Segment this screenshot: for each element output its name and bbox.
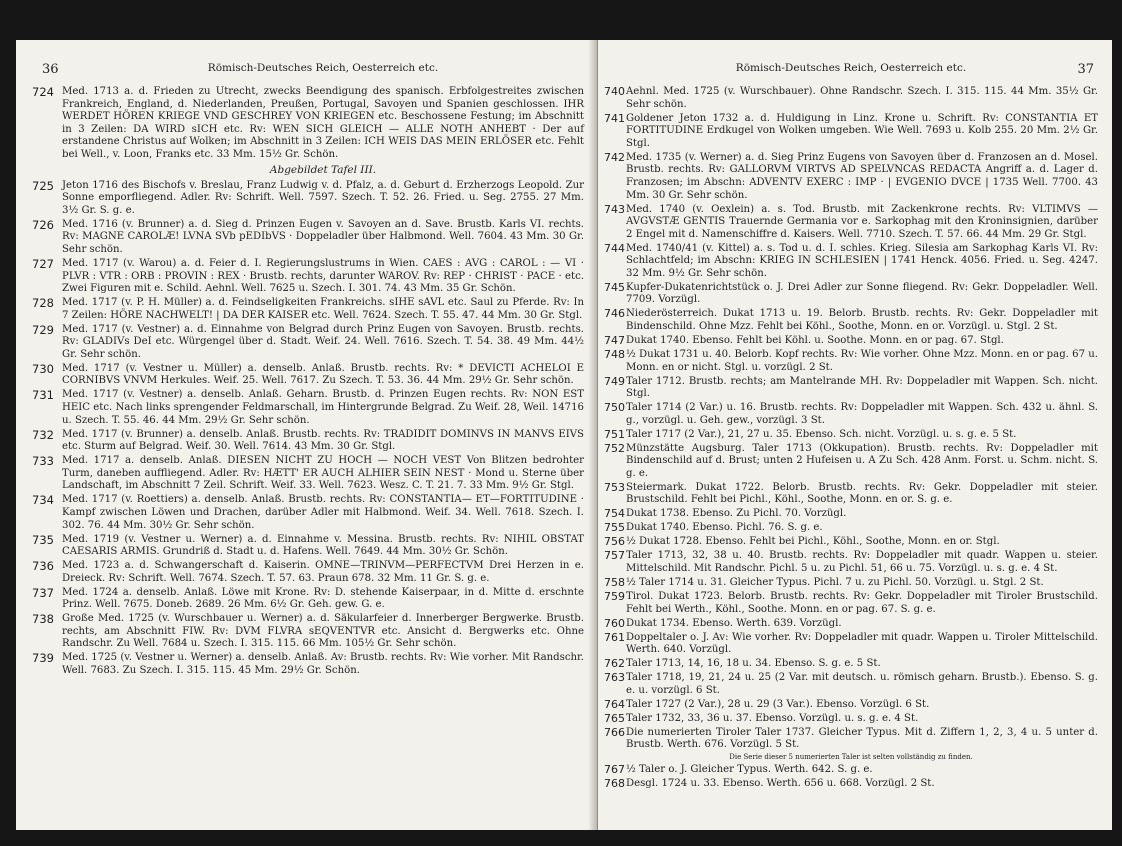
catalog-entry: [604, 536, 1098, 549]
lot-description: ½ Dukat 1728. Ebenso. Fehlt bei Pichl., Köhl., Soothe, Monn. en or. Stgl.: [626, 536, 1000, 548]
lot-description: Med. 1717 (v. Roettiers) a. denselb. Anlaß. Brustb. rechts. Rv: CONSTANTIA— ET—FORTITUDINE · Kampf zwischen Löwen und Drachen, darüber Adler mit Halbmond. Weif. 34. Well. 7618. Szech. I. 302. 76. 44 Mm. 30½ Gr. Sehr schön.: [62, 494, 584, 531]
lot-number: 752: [604, 441, 625, 455]
lot-number: 745: [604, 280, 625, 294]
lot-number: 751: [604, 427, 625, 441]
catalog-entry: [604, 632, 1098, 657]
lot-number: 743: [604, 202, 625, 216]
catalog-entry: [32, 256, 584, 296]
lot-number: 750: [604, 401, 625, 415]
lot-number: 757: [604, 549, 625, 563]
lot-number: 755: [604, 521, 625, 535]
lot-number: 749: [604, 374, 625, 388]
lot-number: 734: [32, 493, 54, 508]
lot-description: Med. 1723 a. d. Schwangerschaft d. Kaiserin. OMNE—TRINVM—PERFECTVM Drei Herzen in e. Dreieck. Rv: Schrift. Well. 7674. Szech. T. 57. 63. Praun 678. 32 Mm. 11 Gr. S. g. e.: [62, 560, 584, 584]
lot-description: Niederösterreich. Dukat 1713 u. 19. Belorb. Brustb. rechts. Rv: Gekr. Doppeladler mit Bindenschild. Ohne Mzz. Fehlt bei Köhl., Soothe, Monn. en or. Vorzügl. u. Stgl. 2 St.: [626, 308, 1098, 333]
lot-description: Dukat 1740. Ebenso. Pichl. 76. S. g. e.: [626, 522, 823, 534]
lot-number: 762: [604, 657, 625, 671]
lot-description: Taler 1713, 14, 16, 18 u. 34. Ebenso. S. g. e. 5 St.: [626, 658, 881, 670]
catalog-entry: [32, 454, 584, 493]
lot-description: Med. 1717 (v. Brunner) a. denselb. Anlaß. Brustb. rechts. Rv: TRADIDIT DOMINVS IN MANVS EIVS etc. Sturm auf Belgrad. Weif. 30. Well. 7614. 43 Mm. 30 Gr. Stgl.: [62, 428, 584, 453]
lot-number: 764: [604, 697, 625, 711]
lot-number: 746: [604, 307, 625, 321]
lot-number: 768: [604, 777, 625, 791]
lot-description: Dukat 1734. Ebenso. Werth. 639. Vorzügl.: [626, 617, 842, 629]
catalog-entry: [604, 429, 1098, 442]
right-page-number: 37: [1077, 62, 1094, 77]
lot-number: 725: [32, 178, 54, 193]
lot-number: 741: [604, 111, 625, 125]
lot-description: Münzstätte Augsburg. Taler 1713 (Okkupation). Brustb. rechts. Rv: Doppeladler mit Bindenschild auf d. Brust; unten 2 Hufeisen u. A Zu Sch. 428 Anm. Forst. u. Schm. nicht. S. g. e.: [626, 442, 1098, 479]
lot-description: Med. 1724 a. denselb. Anlaß. Löwe mit Krone. Rv: D. stehende Kaiserpaar, in d. Mitte d. erschnte Prinz. Well. 7675. Doneb. 2689. 26 Mm. 6½ Gr. Geh. gew. G. e.: [62, 586, 584, 611]
catalog-entry: [604, 243, 1098, 281]
lot-number: 761: [604, 630, 625, 644]
lot-number: 727: [32, 256, 54, 271]
right-catalog-entries: [604, 86, 1098, 791]
lot-number: 763: [604, 671, 625, 685]
lot-description: Doppeltaler o. J. Av: Wie vorher. Rv: Doppeladler mit quadr. Wappen u. Tiroler Mittelschild. Werth. 640. Vorzügl.: [626, 631, 1098, 656]
lot-number: 732: [32, 427, 54, 442]
catalog-entry: [604, 204, 1098, 242]
catalog-entry: [604, 402, 1098, 427]
lot-number: 733: [32, 454, 54, 469]
catalog-entry: [32, 85, 584, 162]
right-running-head: [604, 62, 1098, 80]
lot-number: 731: [32, 388, 54, 403]
lot-description: Med. 1740 (v. Oexlein) a. s. Tod. Brustb. mit Zackenkrone rechts. Rv: VLTIMVS — AVGVSTÆ GENTIS Trauernde Germania vor e. Sarkophag mit den Kroninsignien, darüber 2 Engel mit d. Namenschiffre d. Kaisers. Well. 7710. Szech. T. 57. 66. 44 Mm. 29 Gr. Stgl.: [626, 203, 1098, 240]
catalog-entry: [604, 308, 1098, 333]
left-header-title: Römisch-Deutsches Reich, Oesterreich etc.: [207, 62, 439, 74]
lot-description: Aehnl. Med. 1725 (v. Wurschbauer). Ohne Randschr. Szech. I. 315. 115. 44 Mm. 35½ Gr. Sehr schön.: [626, 86, 1098, 110]
catalog-entry: [32, 559, 584, 585]
lot-description: Taler 1717 (2 Var.), 21, 27 u. 35. Ebenso. Sch. nicht. Vorzügl. u. s. g. e. 5 St.: [626, 428, 1017, 440]
catalog-entry: [604, 86, 1098, 111]
lot-number: 756: [604, 535, 625, 549]
catalog-entry: [32, 361, 584, 388]
left-page: [16, 40, 596, 830]
lot-description: ½ Taler o. J. Gleicher Typus. Werth. 642. S. g. e.: [626, 764, 873, 776]
lot-description: Goldener Jeton 1732 a. d. Huldigung in Linz. Krone u. Schrift. Rv: CONSTANTIA ET FORTITUDINE Erdkugel von Wolken umgeben. Wie Well. 7693 u. Kolb 255. 20 Mm. 2½ Gr. Stgl.: [626, 112, 1098, 149]
left-running-head: [42, 62, 584, 80]
lot-number: 740: [604, 85, 625, 98]
lot-description: Med. 1725 (v. Vestner u. Werner) a. denselb. Anlaß. Av: Brustb. rechts. Rv: Wie vorher. Mit Randschr. Well. 7683. Zu Szech. I. 315. 115. 45 Mm. 29½ Gr. Schön.: [62, 652, 584, 676]
lot-description: ½ Taler 1714 u. 31. Gleicher Typus. Pichl. 7 u. zu Pichl. 50. Vorzügl. u. Stgl. 2 St.: [626, 577, 1044, 588]
catalog-entry: [32, 296, 584, 322]
lot-description: Kupfer-Dukatenrichtstück o. J. Drei Adler zur Sonne fliegend. Rv: Gekr. Doppeladler. Well. 7709. Vorzügl.: [626, 281, 1098, 306]
catalog-entry: [604, 778, 1098, 791]
lot-number: 739: [32, 651, 54, 666]
right-page: [598, 40, 1112, 830]
catalog-entry: [32, 178, 584, 218]
catalog-entry: [604, 152, 1098, 202]
catalog-entry: [604, 727, 1098, 752]
lot-number: 760: [604, 616, 625, 630]
lot-number: 728: [32, 296, 54, 311]
lot-description: Jeton 1716 des Bischofs v. Breslau, Franz Ludwig v. d. Pfalz, a. d. Geburt d. Erzherzogs Leopold. Zur Sonne emporfliegend. Adler. Rv: Schrift. Well. 7597. Szech. T. 52. 26. Fried. u. Seg. 2755. 27 Mm. 3½ Gr. S. g. e.: [62, 179, 584, 216]
catalog-entry: [32, 217, 584, 257]
catalog-entry: [604, 376, 1098, 401]
lot-description: Taler 1718, 19, 21, 24 u. 25 (2 Var. mit deutsch. u. römisch geharn. Brustb.). Ebenso. S. g. e. u. vorzügl. 6 St.: [626, 672, 1098, 696]
lot-number: 729: [32, 322, 54, 337]
lot-number: 758: [604, 576, 625, 589]
catalog-entry: [604, 508, 1098, 521]
catalog-entry: [604, 591, 1098, 616]
lot-number: 726: [32, 217, 54, 232]
lot-description: Med. 1717 (v. Vestner) a. denselb. Anlaß. Geharn. Brustb. d. Prinzen Eugen rechts. Rv: NON EST HEIC etc. Nach links sprengender Feldmarschall, im Hintergrunde Belgrad. Zu Weif. 28, Weil. 14716 u. Szech. T. 55. 46. 44 Mm. 29½ Gr. Sehr schön.: [62, 389, 584, 426]
catalog-entry: [32, 532, 584, 559]
lot-number: 766: [604, 725, 625, 739]
lot-number: 737: [32, 585, 54, 600]
lot-number: 747: [604, 334, 625, 348]
lot-description: Taler 1714 (2 Var.) u. 16. Brustb. rechts. Rv: Doppeladler mit Wappen. Sch. 432 u. ähnl. S. g., vorzügl. u. Geh. gew., vorzügl. 3 St.: [626, 402, 1098, 426]
lot-description: Steiermark. Dukat 1722. Belorb. Brustb. rechts. Rv: Gekr. Doppeladler mit steier. Brustschild. Fehlt bei Pichl., Köhl., Soothe, Monn. en or. S. g. e.: [626, 481, 1098, 506]
lot-number: 742: [604, 150, 625, 164]
lot-description: Taler 1727 (2 Var.), 28 u. 29 (3 Var.). Ebenso. Vorzügl. 6 St.: [626, 698, 930, 710]
lot-description: Taler 1732, 33, 36 u. 37. Ebenso. Vorzügl. u. s. g. e. 4 St.: [626, 712, 919, 724]
catalog-entry: [604, 482, 1098, 507]
lot-number: 730: [32, 361, 54, 376]
catalog-entry: [604, 282, 1098, 307]
catalog-entry: [604, 522, 1098, 535]
lot-description: Med. 1740/41 (v. Kittel) a. s. Tod u. d. I. schles. Krieg. Silesia am Sarkophag Karls VI. Rv: Schlachtfeld; im Abschn: KRIEG IN SCHLESIEN | 1741 Henck. 4056. Fried. u. Seg. 4247. 32 Mm. 9½ Gr. Sehr schön.: [626, 242, 1098, 279]
lot-description: Große Med. 1725 (v. Wurschbauer u. Werner) a. d. Säkularfeier d. Innerberger Bergwerke. Brustb. rechts, am Abschnitt FIW. Rv: DVM FLVRA sEQVENTVR etc. Ansicht d. Bergwerks etc. Ohne Randschr. Zu Well. 7684 u. Szech. I. 315. 115. 66 Mm. 105½ Gr. Sehr schön.: [62, 613, 584, 650]
catalog-entry: [32, 493, 584, 532]
lot-description: Med. 1719 (v. Vestner u. Werner) a. d. Einnahme v. Messina. Brustb. rechts. Rv: NIHIL OBSTAT CAESARIS ARMIS. Grundriß d. Stadt u. d. Hafens. Well. 7649. 44 Mm. 30½ Gr. Schön.: [62, 533, 584, 558]
lot-number: 736: [32, 559, 54, 574]
series-note: Die Serie dieser 5 numerierten Taler ist selten vollständig zu finden.: [729, 753, 973, 762]
catalog-entry: [604, 764, 1098, 777]
right-header-title: Römisch-Deutsches Reich, Oesterreich etc.: [735, 62, 967, 74]
catalog-entry: [604, 699, 1098, 712]
lot-description: Med. 1717 (v. Warou) a. d. Feier d. I. Regierungslustrums in Wien. CAES : AVG : CAROL : — VI · PLVR : VTR : ORB : PROVIN : REX · Brustb. rechts, darunter WAROV. Rv: REP · CHRIST · PACE · etc. Zwei Figuren mit e. Schild. Aehnl. Well. 7625 u. Szech. I. 301. 74. 43 Mm. 35 Gr. Schön.: [62, 257, 584, 295]
lot-number: 753: [604, 480, 625, 494]
lot-description: Med. 1717 (v. Vestner u. Müller) a. denselb. Anlaß. Brustb. rechts. Rv: * DEVICTI ACHELOI E CORNIBVS VNVM Herkules. Weif. 25. Well. 7617. Zu Szech. T. 53. 36. 44 Mm. 29½ Gr. Sehr schön.: [62, 362, 584, 387]
lot-description: Med. 1713 a. d. Frieden zu Utrecht, zwecks Beendigung des spanisch. Erbfolgestreites zwischen Frankreich, England, d. Niederlanden, Preußen, Portugal, Savoyen und Spanien geschlossen. IHR WERDET HÖREN KRIEGE VND GESCHREY VON KRIEGEN etc. Beschossene Festung; im Abschnitt in 3 Zeilen: DA WIRD sICH etc. Rv: WEN SICH GLEICH — ALLE NOTH ANHEBT · Der auf erstandene Christus auf Wolken; im Abschnitt in 3 Zeilen: ICH WEIS DAS MEIN ERLÖSER etc. Fehlt bei Well., v. Loon, Franks etc. 33 Mm. 15½ Gr. Schön.: [62, 86, 584, 160]
catalog-entry: [604, 618, 1098, 631]
catalog-entry: [32, 427, 584, 454]
lot-description: Med. 1716 (v. Brunner) a. d. Sieg d. Prinzen Eugen v. Savoyen an d. Save. Brustb. Karls VI. rechts. Rv: MAGNE CAROLÆ! LVNA SVb pEDIbVS · Doppeladler über Halbmond. Well. 7604. 43 Mm. 30 Gr. Sehr schön.: [62, 218, 584, 255]
catalog-entry: [32, 612, 584, 651]
lot-number: 744: [604, 241, 625, 255]
lot-description: Med. 1717 a. denselb. Anlaß. DIESEN NICHT ZU HOCH — NOCH VEST Von Blitzen bedrohter Turm, daneben auffliegend. Adler. Rv: HÆTT' ER AUCH ALHIER SEIN NEST · Mond u. Sterne über Landschaft, im Abschnitt 7 Zeil. Schrift. Weif. 33. Well. 7623. Wesz. C. T. 21. 7. 33 Mm. 9½ Gr. Stgl.: [62, 455, 584, 492]
left-page-number: 36: [42, 62, 59, 77]
lot-description: Die numerierten Tiroler Taler 1737. Gleicher Typus. Mit d. Ziffern 1, 2, 3, 4 u. 5 unter d. Brustb. Werth. 676. Vorzügl. 5 St.: [626, 726, 1098, 751]
catalog-entry: [604, 443, 1098, 481]
lot-description: Med. 1735 (v. Werner) a. d. Sieg Prinz Eugens von Savoyen über d. Franzosen an d. Mosel. Brustb. rechts. Rv: GALLORVM VIRTVS AD SPELVNCAS REDACTA Angriff a. d. Lager d. Franzosen; im Abschn: ADVENTV EXERC : IMP · | EVGENIO DVCE | 1735 Well. 7700. 43 Mm. 30 Gr. Sehr schön.: [626, 151, 1098, 201]
lot-number: 748: [604, 348, 625, 361]
lot-number: 738: [32, 612, 54, 627]
catalog-entry: [32, 388, 584, 427]
lot-number: 735: [32, 532, 54, 547]
plate-caption: Abgebildet Tafel III.: [269, 163, 377, 176]
lot-number: 767: [604, 763, 625, 777]
lot-description: Dukat 1740. Ebenso. Fehlt bei Köhl. u. Soothe. Monn. en or pag. 67. Stgl.: [626, 335, 1004, 347]
catalog-entry: [32, 651, 584, 677]
lot-description: Med. 1717 (v. Vestner) a. d. Einnahme von Belgrad durch Prinz Eugen von Savoyen. Brustb. rechts. Rv: GLADIVs DeI etc. Würgengel über d. Stadt. Weif. 24. Well. 7616. Szech. T. 54. 38. 49 Mm. 44½ Gr. Sehr schön.: [62, 323, 584, 360]
lot-description: Med. 1717 (v. P. H. Müller) a. d. Feindseligkeiten Frankreichs. sIHE sAVL etc. Saul zu Pferde. Rv: In 7 Zeilen: HÖRE NACHWELT! | DA DER KAISER etc. Well. 7624. Szech. T. 55. 47. 44 Mm. 30 Gr. Stgl.: [62, 297, 584, 321]
lot-number: 759: [604, 589, 625, 603]
catalog-entry: [604, 577, 1098, 590]
catalog-entry: [604, 335, 1098, 348]
catalog-entry: [604, 349, 1098, 374]
lot-number: 724: [32, 85, 54, 99]
catalog-entry: [604, 658, 1098, 671]
lot-description: Dukat 1738. Ebenso. Zu Pichl. 70. Vorzügl.: [626, 508, 847, 520]
lot-description: Taler 1713, 32, 38 u. 40. Brustb. rechts. Rv: Doppeladler mit quadr. Wappen u. steier. Mittelschild. Mit Randschr. Pichl. 5 u. zu Pichl. 51, 66 u. 75. Vorzügl. u. s. g. e. 4 St.: [626, 550, 1098, 575]
catalog-entry: [32, 322, 584, 362]
catalog-entry: [604, 113, 1098, 151]
lot-description: Tirol. Dukat 1723. Belorb. Brustb. rechts. Rv: Gekr. Doppeladler mit Tiroler Brustschild. Fehlt bei Werth., Köhl., Soothe. Monn. en or pag. 67. S. g. e.: [626, 590, 1098, 615]
lot-description: Desgl. 1724 u. 33. Ebenso. Werth. 656 u. 668. Vorzügl. 2 St.: [626, 778, 935, 790]
lot-description: ½ Dukat 1731 u. 40. Belorb. Kopf rechts. Rv: Wie vorher. Ohne Mzz. Monn. en or pag. 67 u. Monn. en or nicht. Stgl. u. vorzügl. 2 St.: [626, 349, 1098, 373]
catalog-entry: [604, 713, 1098, 726]
lot-description: Taler 1712. Brustb. rechts; am Mantelrande MH. Rv: Doppeladler mit Wappen. Sch. nicht. Stgl.: [626, 375, 1098, 400]
catalog-entry: [604, 550, 1098, 575]
lot-number: 765: [604, 711, 625, 725]
left-catalog-entries: [32, 85, 584, 678]
catalog-entry: [604, 672, 1098, 697]
lot-number: 754: [604, 507, 625, 521]
catalog-entry: [32, 585, 584, 612]
